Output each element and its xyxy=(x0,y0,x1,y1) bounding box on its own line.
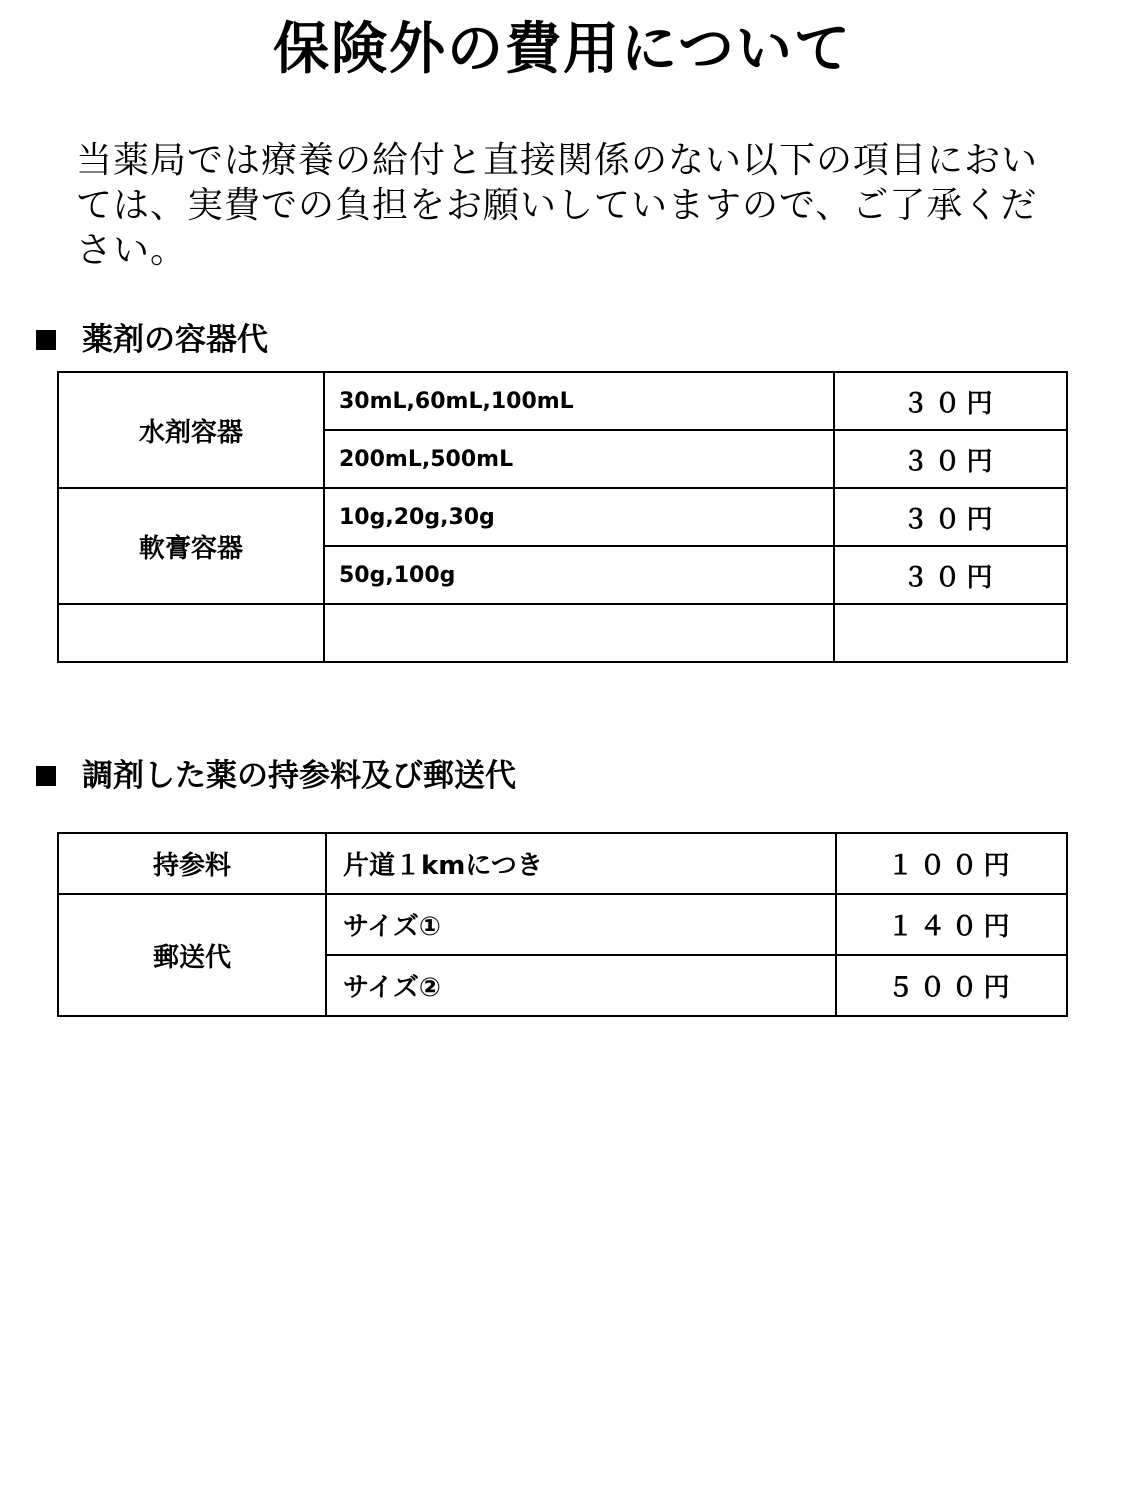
price-cell: ３０円 xyxy=(834,546,1067,604)
empty-cell xyxy=(324,604,834,662)
size-cell: 200mL,500mL xyxy=(324,430,834,488)
category-cell: 水剤容器 xyxy=(58,372,324,488)
page-title: 保険外の費用について xyxy=(273,17,852,82)
delivery-fee-table xyxy=(57,832,1068,1017)
table-row xyxy=(58,372,1067,430)
size-cell: 10g,20g,30g xyxy=(324,488,834,546)
price-cell: １４０円 xyxy=(836,894,1067,955)
size-cell: 50g,100g xyxy=(324,546,834,604)
price-cell: １００円 xyxy=(836,833,1067,894)
desc-cell: 片道１kmにつき xyxy=(326,833,836,894)
desc-cell: サイズ① xyxy=(326,894,836,955)
section-heading-containers xyxy=(36,320,268,360)
category-cell: 軟膏容器 xyxy=(58,488,324,604)
table-row xyxy=(58,894,1067,955)
container-fee-table xyxy=(57,371,1068,663)
desc-cell: サイズ② xyxy=(326,955,836,1016)
section-heading-delivery xyxy=(36,756,516,796)
table-row xyxy=(58,833,1067,894)
price-cell: ３０円 xyxy=(834,372,1067,430)
square-bullet-icon xyxy=(36,766,56,786)
section-heading-text: 調剤した薬の持参料及び郵送代 xyxy=(82,758,516,794)
table-row xyxy=(58,488,1067,546)
square-bullet-icon xyxy=(36,330,56,350)
price-cell: ３０円 xyxy=(834,430,1067,488)
category-cell: 持参料 xyxy=(58,833,326,894)
category-cell: 郵送代 xyxy=(58,894,326,1016)
section-heading-text: 薬剤の容器代 xyxy=(82,322,268,358)
table-row-empty xyxy=(58,604,1067,662)
size-cell: 30mL,60mL,100mL xyxy=(324,372,834,430)
intro-paragraph: 当薬局では療養の給付と直接関係のない以下の項目においては、実費での負担をお願いしていますので、ご了承ください。 xyxy=(76,140,1039,271)
empty-cell xyxy=(58,604,324,662)
price-cell: ５００円 xyxy=(836,955,1067,1016)
price-cell: ３０円 xyxy=(834,488,1067,546)
empty-cell xyxy=(834,604,1067,662)
